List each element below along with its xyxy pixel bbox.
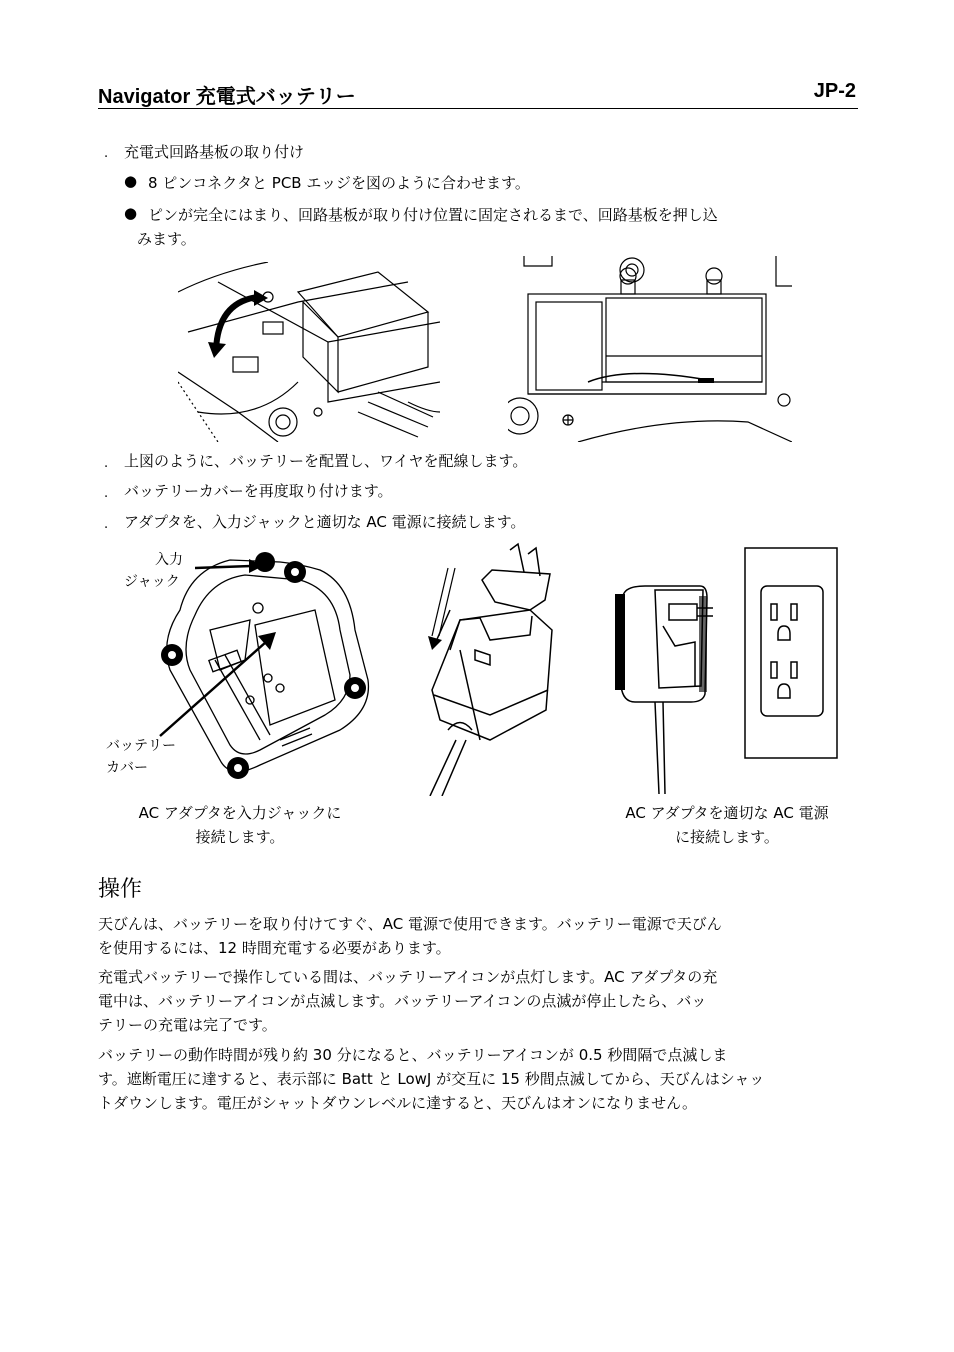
step1-bullet-1: 8 ピンコネクタと PCB エッジを図のように合わせます。 bbox=[148, 174, 530, 192]
paragraph-2-line: 電中は、バッテリーアイコンが点滅します。バッテリーアイコンの点滅が停止したら、バッ bbox=[98, 992, 707, 1010]
bullet-dot: ● bbox=[124, 172, 138, 190]
right-caption-line-1: AC アダプタを適切な AC 電源 bbox=[625, 804, 829, 822]
paragraph-1-line: 天びんは、バッテリーを取り付けてすぐ、AC 電源で使用できます。バッテリー電源で天びん bbox=[98, 915, 722, 933]
paragraph-3-line: す。遮断電圧に達すると、表示部に Batt と LowJ が交互に 15 秒間点滅してから、天びんはシャッ bbox=[98, 1070, 765, 1088]
right-caption-line-2: に接続します。 bbox=[675, 828, 779, 846]
paragraph-1 bbox=[98, 912, 858, 960]
step4-text: アダプタを、入力ジャックと適切な AC 電源に接続します。 bbox=[124, 513, 526, 531]
paragraph-2 bbox=[98, 965, 858, 1037]
step2-text: 上図のように、バッテリーを配置し、ワイヤを配線します。 bbox=[124, 452, 528, 470]
paragraph-2-line: テリーの充電は完了です。 bbox=[98, 1016, 277, 1034]
page-number: JP-2 bbox=[813, 80, 856, 102]
input-jack-label-2: ジャック bbox=[124, 574, 180, 590]
left-caption-line-2: 接続します。 bbox=[195, 828, 285, 846]
paragraph-1-line: を使用するには、12 時間充電する必要があります。 bbox=[98, 939, 451, 957]
adapter-outlet-figure bbox=[615, 546, 840, 794]
jack-arrow-icon bbox=[195, 556, 265, 576]
input-jack-label: 入力 bbox=[155, 552, 183, 568]
right-figure-caption bbox=[596, 801, 858, 849]
paragraph-3-line: バッテリーの動作時間が残り約 30 分になると、バッテリーアイコンが 0.5 秒間隔で点滅しま bbox=[98, 1046, 728, 1064]
bullet-dot: ● bbox=[124, 204, 138, 222]
step3-text: バッテリーカバーを再度取り付けます。 bbox=[124, 482, 393, 500]
step1-title: 充電式回路基板の取り付け bbox=[124, 143, 305, 161]
page-header bbox=[98, 80, 858, 109]
left-figure-caption bbox=[100, 801, 380, 849]
paragraph-3-line: トダウンします。電圧がシャットダウンレベルに達すると、天びんはオンになりません。 bbox=[98, 1094, 698, 1112]
step1-bullet-2-cont: みます。 bbox=[137, 230, 196, 248]
battery-cover-label-2: カバー bbox=[106, 760, 148, 776]
step1-bullet-2: ピンが完全にはまり、回路基板が取り付け位置に固定されるまで、回路基板を押し込 bbox=[148, 206, 718, 224]
step-marker: . bbox=[104, 486, 109, 501]
step-marker: . bbox=[104, 456, 109, 471]
step-marker: . bbox=[104, 517, 109, 532]
battery-cover-label: バッテリー bbox=[106, 738, 176, 754]
battery-placement-figure bbox=[508, 256, 792, 442]
paragraph-2-line: 充電式バッテリーで操作している間は、バッテリーアイコンが点灯します。AC アダプタの充 bbox=[98, 968, 718, 986]
left-caption-line-1: AC アダプタを入力ジャックに bbox=[138, 804, 342, 822]
step-marker: . bbox=[104, 146, 109, 161]
paragraph-3 bbox=[98, 1043, 858, 1115]
section-heading: 操作 bbox=[98, 877, 143, 902]
circuit-board-install-figure bbox=[178, 262, 440, 442]
header-title: Navigator 充電式バッテリー bbox=[98, 86, 356, 108]
ac-adapter-figure bbox=[420, 540, 562, 796]
cover-arrow-icon bbox=[158, 630, 278, 740]
